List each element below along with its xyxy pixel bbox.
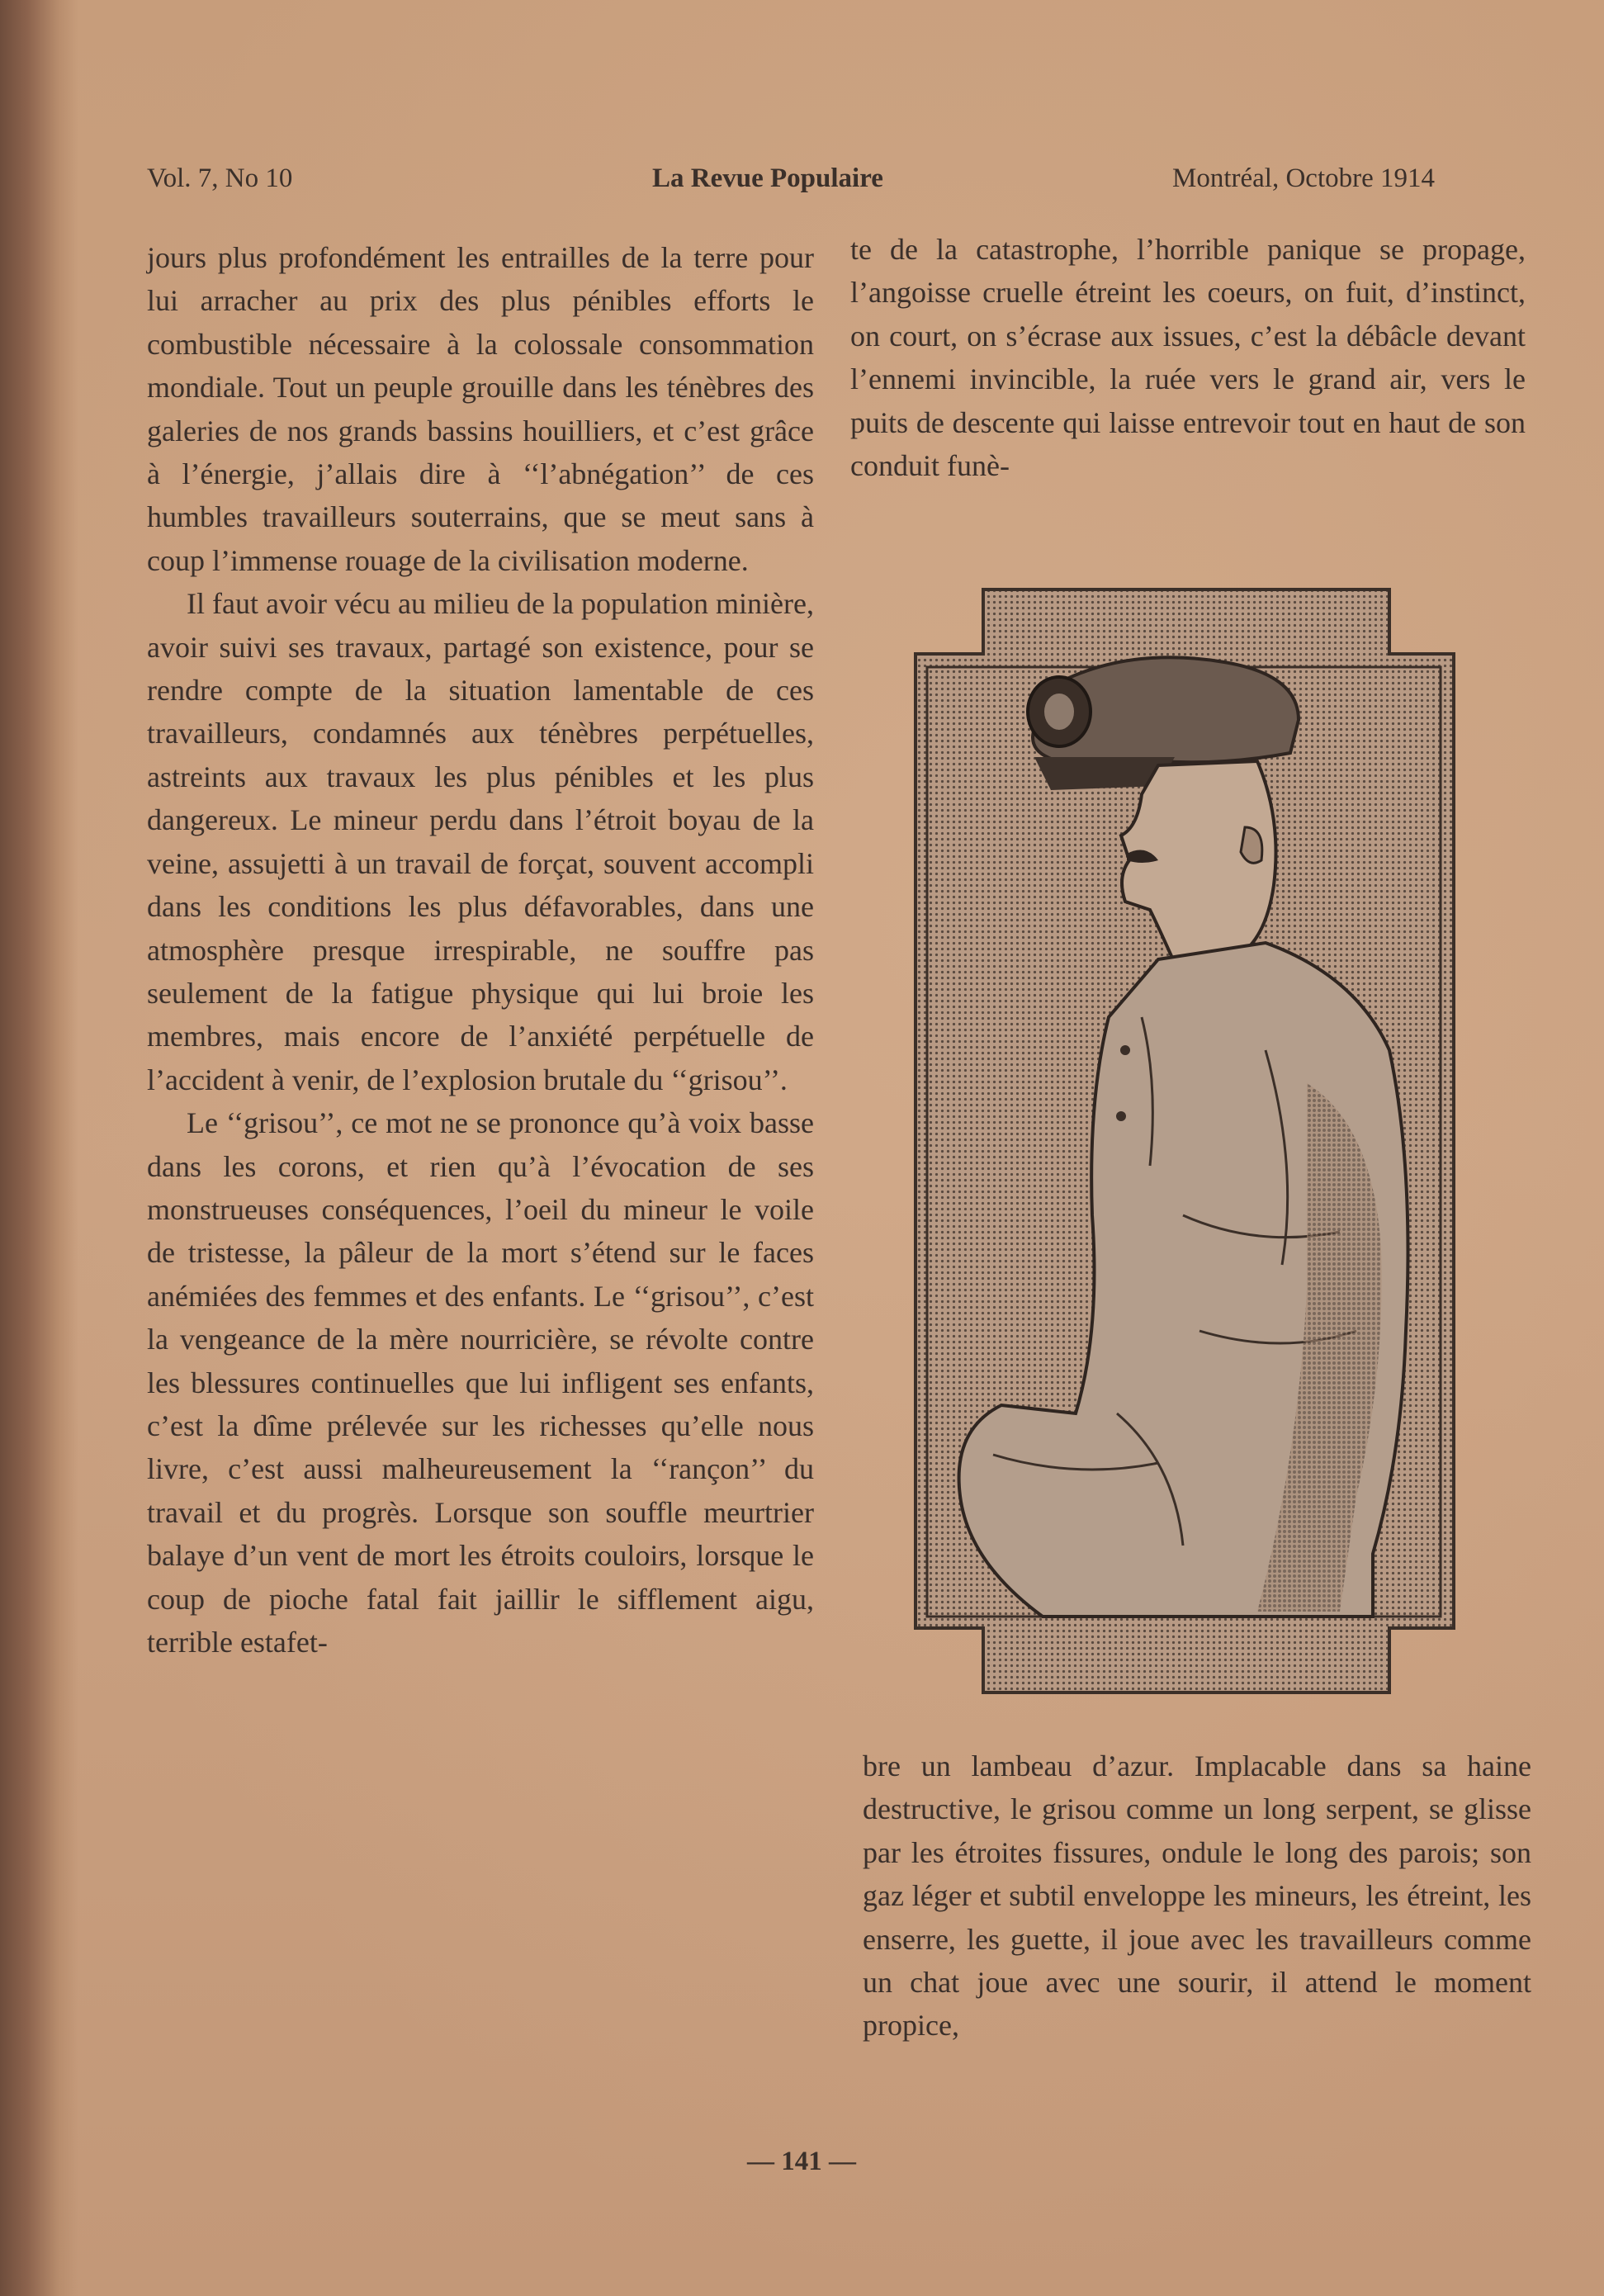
paragraph-2: Il faut avoir vécu au milieu de la population minière, avoir suivi ses travaux, partagé son existence, pour se rendre compte de la situation lamentable de ces travailleurs, condamnés aux ténèbres perpétuelles, astreints aux travaux les plus pénibles et les plus dangereux. Le mineur perdu dans l’étroit boyau de la veine, assujetti à un travail de forçat, souvent accompli dans les conditions les plus défavorables, dans une atmosphère presque irrespirable, ne souffre pas seulement de la fatigue physique qui lui broie les membres, mais encore de l’anxiété perpétuelle de l’accident à venir, de l’explosion brutale du ‘‘grisou’’. [147,587,814,1096]
paragraph-1: jours plus profondément les entrailles de la terre pour lui arracher au prix des plus pénibles efforts le combustible nécessaire à la colossale consommation mondiale. Tout un peuple grouille dans les ténèbres des galeries de nos grands bassins houilliers, et c’est grâce à l’énergie, j’allais dire à ‘‘l’abnégation’’ de ces humbles travailleurs souterrains, que se meut sans à coup l’immense rouage de la civilisation moderne. [147,241,814,577]
header-title: La Revue Populaire [652,163,883,193]
paragraph-right-bottom: bre un lambeau d’azur. Implacable dans sa haine destructive, le grisou comme un long serpent, se glisse par les étroites fissures, ondule le long des parois; son gaz léger et subtil enveloppe les mineurs, les étreint, les enserre, les guette, il joue avec les travailleurs comme un chat joue avec une sourir, il attend le moment propice, [863,1749,1531,2043]
header-volume: Vol. 7, No 10 [147,163,293,193]
right-column-top [850,228,1526,487]
miner-portrait-image [911,588,1455,1694]
paragraph-3: Le ‘‘grisou’’, ce mot ne se prononce qu’à voix basse dans les corons, et rien qu’à l’évocation de ses monstrueuses conséquences, l’oeil du mineur le voile de tristesse, la pâleur de la mort s’étend sur le faces anémiées des femmes et des enfants. Le ‘‘grisou’’, c’est la vengeance de la mère nourricière, se révolte contre les blessures continuelles que lui infligent ses enfants, c’est la dîme prélevée sur les richesses qu’elle nous livre, c’est aussi malheureusement la ‘‘rançon’’ du travail et du progrès. Lorsque son souffle meurtrier balaye d’un vent de mort les étroits couloirs, lorsque le coup de pioche fatal fait jaillir le sifflement aigu, terrible estafet- [147,1106,814,1659]
binding-gutter [0,0,78,2296]
header-date: Montréal, Octobre 1914 [1172,163,1435,193]
right-column-bottom [863,1744,1531,2047]
miner-portrait-figure [911,588,1455,1694]
page-number: — 141 — [747,2147,856,2176]
left-column [147,236,814,1664]
paragraph-right-top: te de la catastrophe, l’horrible panique se propage, l’angoisse cruelle étreint les coeurs, on fuit, d’instinct, on court, on s’écrase aux issues, c’est la débâcle devant l’ennemi invincible, la ruée vers le grand air, vers le puits de descente qui laisse entrevoir tout en haut de son conduit funè- [850,233,1526,483]
